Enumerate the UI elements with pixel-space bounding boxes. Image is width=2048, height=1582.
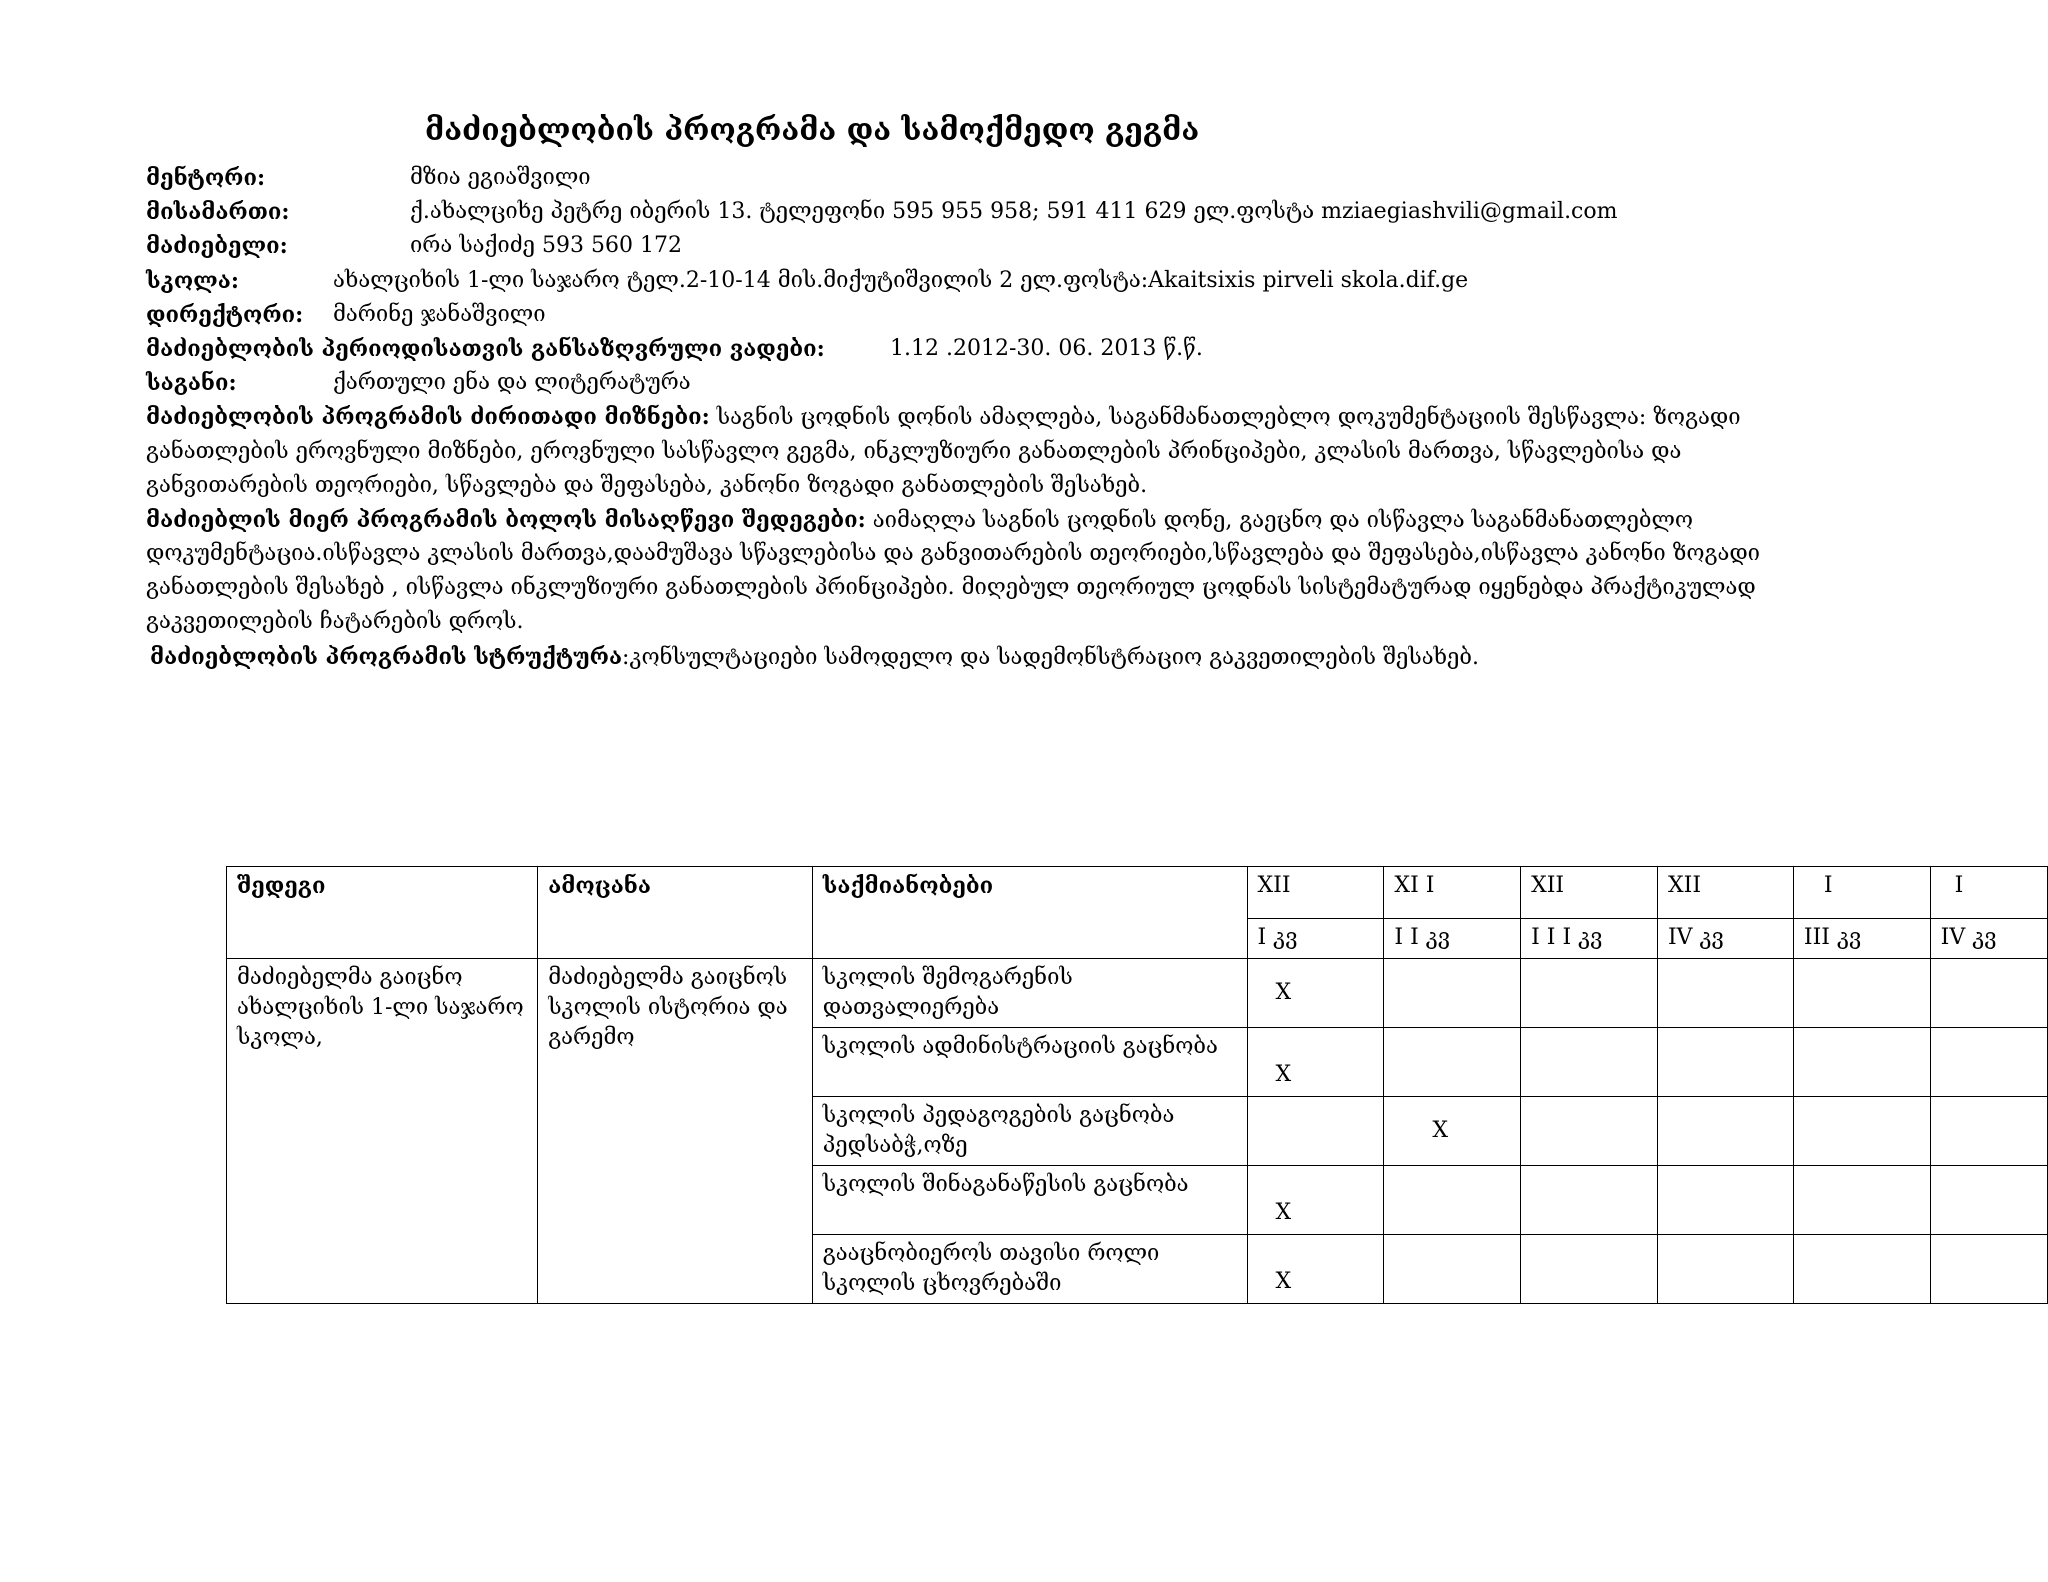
task-cell: მაძიებელმა გაიცნოს სკოლის ისტორია და გარემო: [538, 959, 813, 1304]
goals-line-2: განათლების ეროვნული მიზნები, ეროვნული სასწავლო გეგმა, ინკლუზიური განათლების პრინციპები, კლასის მართვა, სწავლებისა და: [146, 438, 1682, 464]
school-row: [146, 264, 1946, 298]
header-task: ამოცანა: [538, 867, 813, 959]
header-week: IV კვ: [1657, 919, 1793, 959]
meta-block: [146, 161, 1946, 674]
seeker-value: ირა საქიძე 593 560 172: [410, 233, 682, 259]
address-label: მისამართი:: [146, 199, 290, 226]
goals-line-1: საგნის ცოდნის დონის ამაღლება, საგანმანათლებლო დოკუმენტაციის შესწავლა: ზოგადი: [709, 405, 1741, 431]
school-value: ახალციხის 1-ლი საჯარო ტელ.2-10-14 მის.მიქუტიშვილის 2 ელ.ფოსტა:Akaitsixis pirveli skola.dif.ge: [333, 267, 1469, 293]
mark-cell: X: [1247, 1235, 1384, 1304]
results-label: მაძიებლის მიერ პროგრამის ბოლოს მისაღწევი შედეგები:: [146, 506, 866, 533]
goals-label: მაძიებლობის პროგრამის ძირითადი მიზნები:: [146, 404, 710, 431]
mentor-row: [146, 161, 1946, 195]
header-activities: საქმიანობები: [812, 867, 1247, 959]
address-value: ქ.ახალციხე პეტრე იბერის 13. ტელეფონი 595 955 958; 591 411 629 ელ.ფოსტა mziaegiashvili@gmail.com: [410, 199, 1618, 225]
goals-paragraph: [146, 400, 1946, 503]
header-month: XI I: [1384, 867, 1521, 919]
results-line-1: აიმაღლა საგნის ცოდნის დონე, გაეცნო და ისწავლა საგანმანათლებლო: [865, 507, 1694, 533]
header-week: I I I კვ: [1521, 919, 1658, 959]
results-line-3: განათლების შესახებ , ისწავლა ინკლუზიური განათლების პრინციპები. მიღებულ თეორიულ ცოდნას სისტემატურად იყენებდა პრაქტიკულად: [146, 575, 1756, 601]
subject-row: [146, 366, 1946, 400]
mentor-value: მზია ეგიაშვილი: [410, 165, 591, 190]
address-row: [146, 195, 1946, 229]
period-row: [146, 332, 1946, 366]
seeker-row: [146, 229, 1946, 263]
action-plan-table: [226, 866, 2048, 1304]
header-result: შედეგი: [227, 867, 538, 959]
subject-label: საგანი:: [146, 370, 237, 397]
mentor-label: მენტორი:: [146, 165, 266, 191]
header-month: I: [1930, 867, 2047, 919]
header-week: III კვ: [1793, 919, 1930, 959]
results-line-4: გაკვეთილების ჩატარების დროს.: [146, 609, 524, 635]
mark-cell: X: [1247, 1028, 1384, 1097]
seeker-label: მაძიებელი:: [146, 233, 288, 260]
activity-cell: სკოლის შემოგარენის დათვალიერება: [812, 959, 1247, 1028]
director-label: დირექტორი:: [146, 301, 304, 328]
results-paragraph: [146, 503, 1946, 640]
table-row: [227, 959, 2048, 1028]
header-month: XII: [1247, 867, 1384, 919]
period-value: 1.12 .2012-30. 06. 2013 წ.წ.: [890, 335, 1203, 361]
header-month: I: [1793, 867, 1930, 919]
subject-value: ქართული ენა და ლიტერატურა: [333, 370, 691, 396]
activity-cell: სკოლის შინაგანაწესის გაცნობა: [812, 1166, 1247, 1235]
structure-row: [146, 640, 1946, 674]
goals-line-3: განვითარების თეორიები, სწავლება და შეფასება, კანონი ზოგადი განათლების შესახებ.: [146, 472, 1148, 498]
table-header-row: [227, 867, 2048, 919]
header-week: IV კვ: [1930, 919, 2047, 959]
header-month: XII: [1657, 867, 1793, 919]
activity-cell: გააცნობიეროს თავისი როლი სკოლის ცხოვრებაში: [812, 1235, 1247, 1304]
document-title: მაძიებლობის პროგრამა და სამოქმედო გეგმა: [425, 113, 1200, 148]
period-label: მაძიებლობის პერიოდისათვის განსაზღვრული ვადები:: [146, 335, 825, 362]
header-week: I I კვ: [1384, 919, 1521, 959]
school-label: სკოლა:: [146, 267, 240, 294]
activity-cell: სკოლის პედაგოგების გაცნობა პედსაბჭ,ოზე: [812, 1097, 1247, 1166]
mark-cell: X: [1384, 1097, 1521, 1166]
results-line-2: დოკუმენტაცია.ისწავლა კლასის მართვა,დაამუშავა სწავლებისა და განვითარების თეორიები,სწავლება და შეფასება,ისწავლა კანონი ზოგადი: [146, 541, 1760, 567]
result-cell: მაძიებელმა გაიცნო ახალციხის 1-ლი საჯარო სკოლა,: [227, 959, 538, 1304]
mark-cell: X: [1247, 959, 1384, 1028]
header-month: XII: [1521, 867, 1658, 919]
structure-value: :კონსულტაციები სამოდელო და სადემონსტრაციო გაკვეთილების შესახებ.: [622, 644, 1479, 670]
director-row: [146, 298, 1946, 332]
structure-label: მაძიებლობის პროგრამის სტრუქტურა: [150, 643, 623, 670]
activity-cell: სკოლის ადმინისტრაციის გაცნობა: [812, 1028, 1247, 1097]
header-week: I კვ: [1247, 919, 1384, 959]
director-value: მარინე ჯანაშვილი: [333, 301, 546, 327]
mark-cell: X: [1247, 1166, 1384, 1235]
